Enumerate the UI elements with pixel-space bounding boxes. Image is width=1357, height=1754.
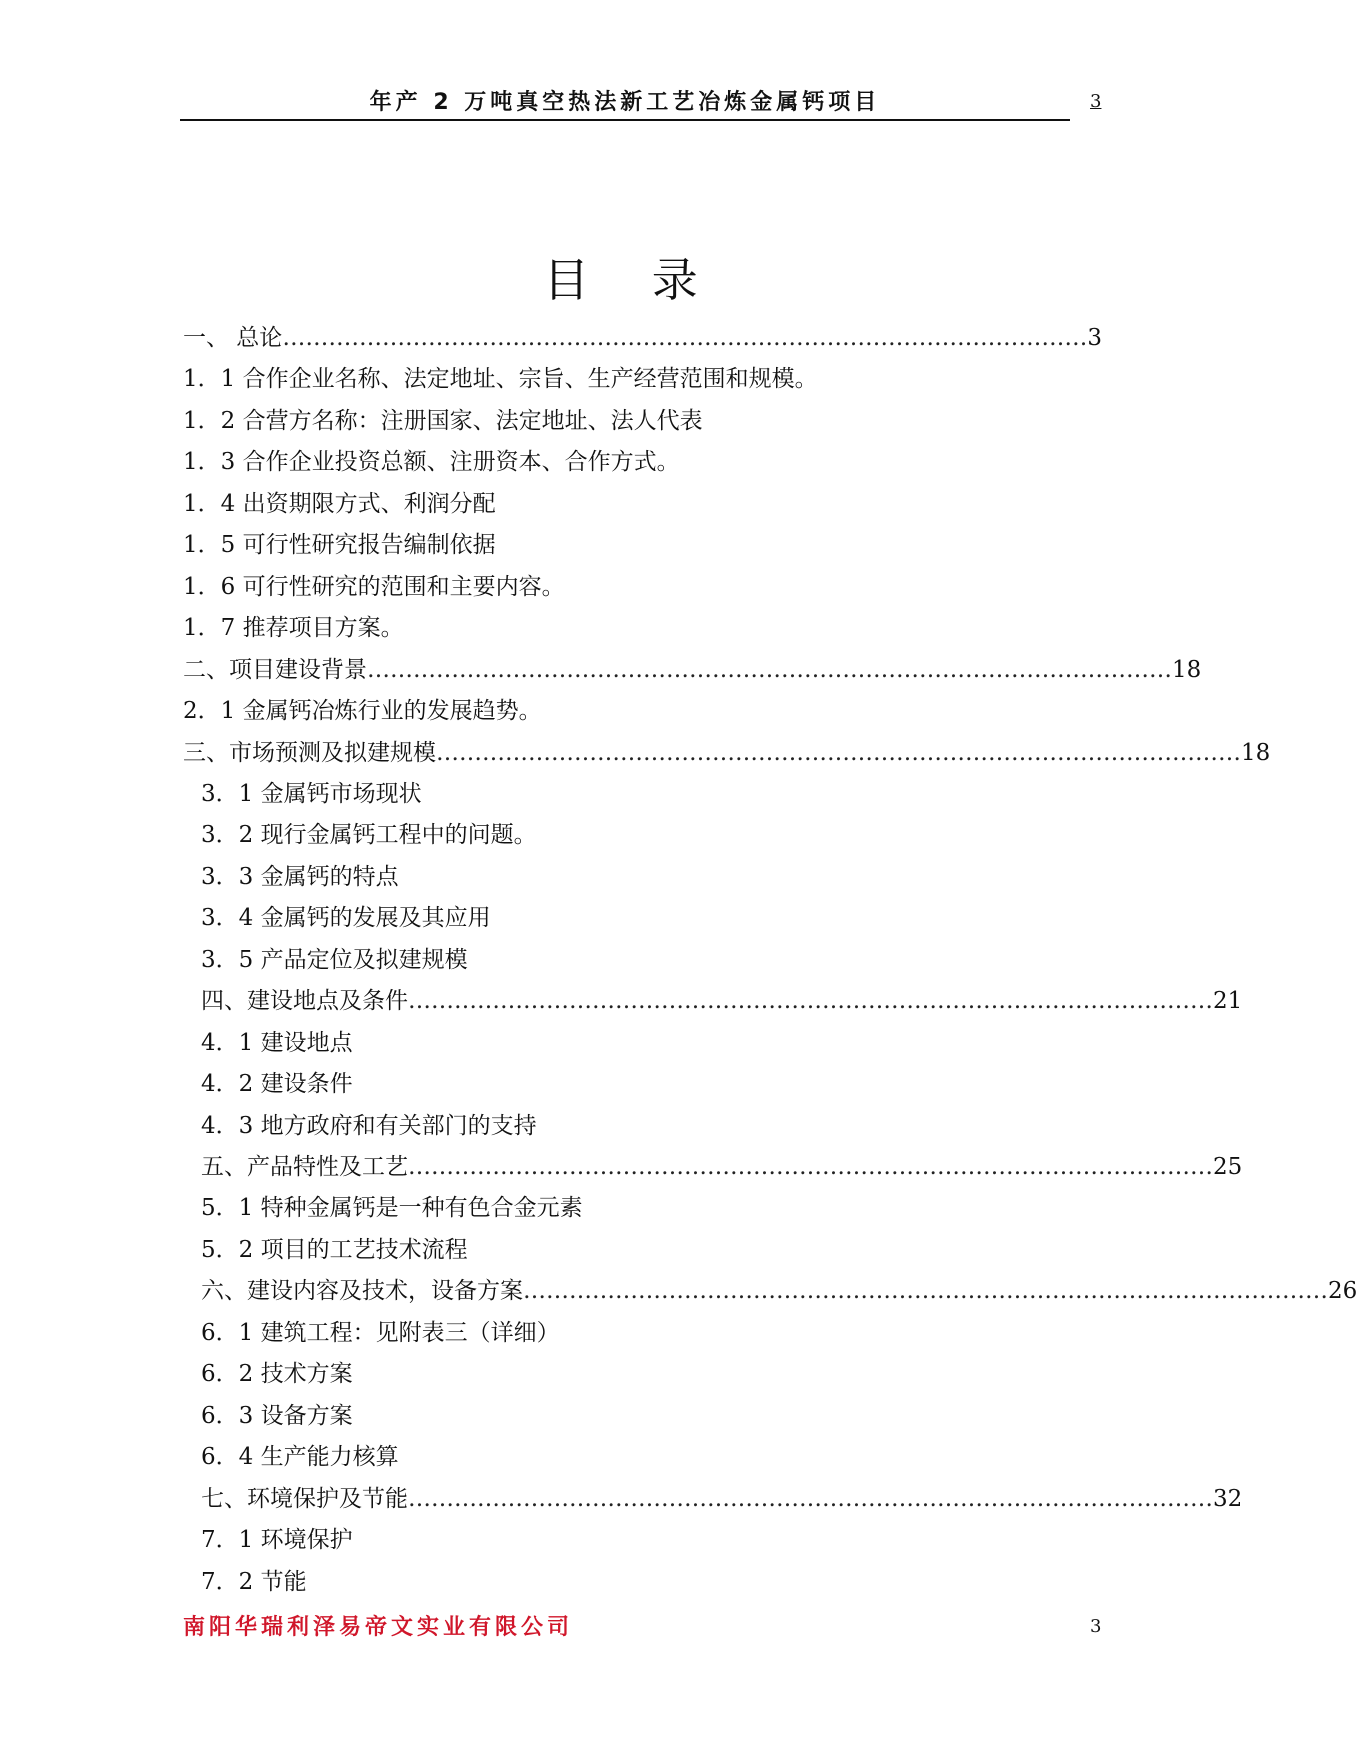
toc-entry[interactable] xyxy=(201,940,468,980)
toc-entry[interactable] xyxy=(201,1271,1357,1311)
toc-entry-page: 32 xyxy=(1213,1485,1243,1512)
toc-entry[interactable] xyxy=(183,608,404,648)
toc-entry-label: 7．2 节能 xyxy=(201,1568,307,1595)
toc-leader-dots: …………………………………………………………………………………………… xyxy=(282,325,1088,351)
toc-entry[interactable] xyxy=(201,1520,353,1560)
toc-entry[interactable] xyxy=(201,1230,468,1270)
toc-entry-label: 1．1 合作企业名称、法定地址、宗旨、生产经营范围和规模。 xyxy=(183,366,818,393)
toc-entry[interactable] xyxy=(201,815,537,855)
toc-entry-label: 3．5 产品定位及拟建规模 xyxy=(201,946,468,973)
toc-entry-label: 5．1 特种金属钙是一种有色合金元素 xyxy=(201,1195,583,1222)
toc-entry[interactable] xyxy=(183,318,1102,358)
toc-entry-label: 五、产品特性及工艺 xyxy=(201,1154,408,1180)
toc-entry-page: 25 xyxy=(1213,1154,1243,1180)
toc-entry-label: 三、市场预测及拟建规模 xyxy=(183,739,436,766)
toc-entry-label: 六、建设内容及技术，设备方案 xyxy=(201,1278,523,1305)
toc-entry[interactable] xyxy=(183,401,703,441)
toc-entry[interactable] xyxy=(201,981,1243,1021)
toc-entry[interactable] xyxy=(201,857,399,897)
toc-entry-label: 6．1 建筑工程：见附表三（详细） xyxy=(201,1319,560,1346)
toc-entry[interactable] xyxy=(201,1396,353,1436)
toc-entry[interactable] xyxy=(183,691,542,731)
toc-entry[interactable] xyxy=(183,359,818,399)
toc-entry-label: 2．1 金属钙冶炼行业的发展趋势。 xyxy=(183,698,542,725)
toc-entry-label: 一、 总论 xyxy=(183,325,283,351)
toc-entry[interactable] xyxy=(201,1354,353,1394)
header-title: 年产 2 万吨真空热法新工艺冶炼金属钙项目 xyxy=(369,90,881,115)
toc-entry[interactable] xyxy=(201,1562,307,1602)
toc-entry-label: 3．3 金属钙的特点 xyxy=(201,863,399,890)
footer-page-number: 3 xyxy=(1090,1616,1102,1637)
toc-leader-dots: …………………………………………………………………………………………… xyxy=(408,1485,1213,1512)
toc-entry[interactable] xyxy=(183,733,1271,773)
toc-entry[interactable] xyxy=(201,1106,537,1146)
toc-entry-label: 4．2 建设条件 xyxy=(201,1071,353,1098)
toc-entry-label: 3．4 金属钙的发展及其应用 xyxy=(201,905,491,932)
toc-entry[interactable] xyxy=(201,1023,353,1063)
toc-entry-label: 1．7 推荐项目方案。 xyxy=(183,615,404,642)
toc-entry[interactable] xyxy=(201,774,422,814)
toc-entry-label: 3．2 现行金属钙工程中的问题。 xyxy=(201,822,537,849)
toc-entry-label: 1．4 出资期限方式、利润分配 xyxy=(183,490,496,517)
header-page-number: 3 xyxy=(1090,91,1102,112)
toc-entry[interactable] xyxy=(183,567,565,607)
toc-entry[interactable] xyxy=(183,442,680,482)
page-title: 目 录 xyxy=(543,253,722,307)
toc-entry-label: 1．2 合营方名称：注册国家、法定地址、法人代表 xyxy=(183,407,703,434)
toc-entry-label: 3．1 金属钙市场现状 xyxy=(201,780,422,807)
toc-entry-page: 3 xyxy=(1087,325,1102,351)
footer-company-name: 南阳华瑞利泽易帝文实业有限公司 xyxy=(183,1615,574,1640)
toc-leader-dots: …………………………………………………………………………………………… xyxy=(436,739,1241,766)
toc-entry[interactable] xyxy=(201,1313,560,1353)
toc-entry[interactable] xyxy=(201,1064,353,1104)
toc-entry[interactable] xyxy=(201,1188,583,1228)
toc-entry-page: 18 xyxy=(1172,656,1202,683)
toc-entry-label: 二、项目建设背景 xyxy=(183,656,367,683)
toc-entry[interactable] xyxy=(201,1147,1243,1187)
toc-leader-dots: …………………………………………………………………………………………… xyxy=(367,656,1172,683)
toc-leader-dots: …………………………………………………………………………………………… xyxy=(523,1278,1328,1305)
toc-entry-label: 1．3 合作企业投资总额、注册资本、合作方式。 xyxy=(183,449,680,476)
toc-entry-label: 四、建设地点及条件 xyxy=(201,988,408,1015)
toc-entry-page: 21 xyxy=(1213,988,1243,1015)
toc-leader-dots: …………………………………………………………………………………………… xyxy=(408,1154,1213,1180)
toc-entry-label: 5．2 项目的工艺技术流程 xyxy=(201,1236,468,1263)
toc-entry-label: 1．6 可行性研究的范围和主要内容。 xyxy=(183,573,565,600)
toc-entry-label: 6．3 设备方案 xyxy=(201,1402,353,1429)
toc-entry-label: 6．2 技术方案 xyxy=(201,1361,353,1388)
toc-entry[interactable] xyxy=(201,1437,399,1477)
toc-entry-page: 18 xyxy=(1241,739,1271,766)
toc-entry[interactable] xyxy=(183,650,1202,690)
toc-entry-label: 4．1 建设地点 xyxy=(201,1029,353,1056)
toc-entry[interactable] xyxy=(201,1479,1243,1519)
toc-entry-label: 4．3 地方政府和有关部门的支持 xyxy=(201,1112,537,1139)
toc-entry-label: 6．4 生产能力核算 xyxy=(201,1444,399,1471)
toc-entry[interactable] xyxy=(183,484,496,524)
toc-entry[interactable] xyxy=(201,898,491,938)
toc-entry-label: 七、环境保护及节能 xyxy=(201,1485,408,1512)
header-divider xyxy=(180,119,1070,121)
toc-entry[interactable] xyxy=(183,525,496,565)
toc-leader-dots: …………………………………………………………………………………………… xyxy=(408,988,1213,1015)
toc-entry-label: 1．5 可行性研究报告编制依据 xyxy=(183,532,496,559)
toc-entry-page: 26 xyxy=(1328,1278,1357,1305)
toc-entry-label: 7．1 环境保护 xyxy=(201,1527,353,1554)
